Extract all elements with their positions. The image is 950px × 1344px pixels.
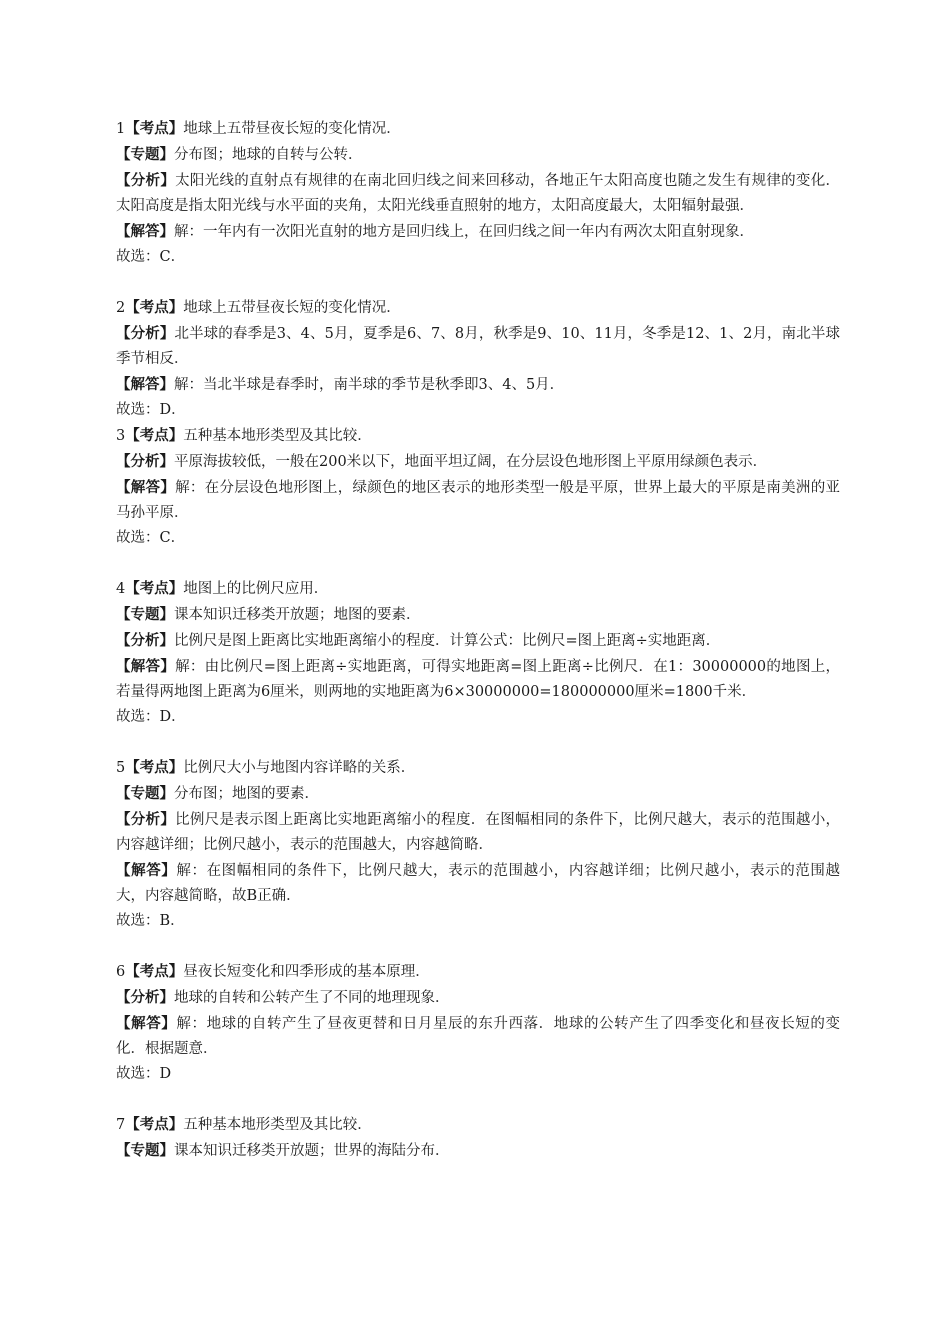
tag-jieda: 【解答】	[116, 223, 174, 240]
tag-zhuanti: 【专题】	[116, 606, 174, 623]
question-number: 5	[116, 760, 126, 776]
kaodian-line	[116, 1112, 840, 1138]
question-number: 4	[116, 581, 126, 597]
tag-jieda: 【解答】	[116, 658, 176, 675]
answer-line: 故选：D．	[116, 709, 186, 725]
fenxi-text: 北半球的春季是3、4、5月，夏季是6、7、8月，秋季是9、10、11月，冬季是12、1、2月，南北半球季节相反．	[116, 326, 840, 367]
answer-line: 故选：B．	[116, 913, 185, 929]
tag-jieda: 【解答】	[116, 479, 176, 496]
jieda-text: 解：地球的自转产生了昼夜更替和日月星辰的东升西落．地球的公转产生了四季变化和昼夜长短的变化．根据题意．	[116, 1016, 841, 1057]
tag-kaodian: 【考点】	[125, 120, 184, 137]
kaodian-text: 地球上五带昼夜长短的变化情况．	[183, 121, 401, 137]
question-7	[116, 1112, 840, 1164]
question-1	[116, 116, 840, 270]
tag-kaodian: 【考点】	[125, 580, 184, 597]
fenxi-line	[116, 168, 840, 219]
kaodian-line	[116, 295, 840, 321]
zhuanti-line	[116, 781, 840, 807]
fenxi-text: 太阳光线的直射点有规律的在南北回归线之间来回移动，各地正午太阳高度也随之发生有规律的变化．太阳高度是指太阳光线与水平面的夹角，太阳光线垂直照射的地方，太阳高度最大，太阳辐射最强．	[116, 173, 840, 214]
tag-fenxi: 【分析】	[116, 453, 174, 470]
question-number: 6	[116, 964, 126, 980]
kaodian-text: 地球上五带昼夜长短的变化情况．	[183, 300, 401, 316]
question-number: 3	[116, 428, 126, 444]
tag-jieda: 【解答】	[116, 376, 174, 393]
fenxi-line	[116, 321, 840, 372]
kaodian-line	[116, 755, 840, 781]
jieda-text: 解：在分层设色地形图上，绿颜色的地区表示的地形类型一般是平原，世界上最大的平原是南美洲的亚马孙平原．	[116, 480, 840, 521]
tag-zhuanti: 【专题】	[116, 785, 174, 802]
tag-kaodian: 【考点】	[125, 427, 184, 444]
fenxi-line	[116, 628, 840, 654]
zhuanti-line	[116, 1138, 840, 1164]
kaodian-text: 地图上的比例尺应用．	[183, 581, 329, 597]
tag-kaodian: 【考点】	[125, 299, 184, 316]
question-2	[116, 295, 840, 423]
question-6	[116, 959, 840, 1087]
kaodian-text: 五种基本地形类型及其比较．	[183, 428, 372, 444]
answer-line: 故选：D	[116, 1066, 172, 1082]
fenxi-line	[116, 807, 840, 858]
fenxi-line	[116, 449, 840, 475]
tag-zhuanti: 【专题】	[116, 146, 174, 163]
kaodian-line	[116, 116, 840, 142]
kaodian-line	[116, 576, 840, 602]
answer-line: 故选：C．	[116, 530, 186, 546]
tag-jieda: 【解答】	[116, 1015, 177, 1032]
zhuanti-text: 课本知识迁移类开放题；地图的要素．	[174, 607, 421, 623]
answer-line: 故选：C．	[116, 249, 186, 265]
jieda-line	[116, 1011, 840, 1062]
kaodian-text: 五种基本地形类型及其比较．	[183, 1117, 372, 1133]
jieda-text: 解：一年内有一次阳光直射的地方是回归线上，在回归线之间一年内有两次太阳直射现象．	[174, 224, 754, 240]
zhuanti-line	[116, 142, 840, 168]
tag-kaodian: 【考点】	[125, 963, 184, 980]
kaodian-text: 昼夜长短变化和四季形成的基本原理．	[183, 964, 430, 980]
answer-line: 故选：D．	[116, 402, 186, 418]
zhuanti-text: 课本知识迁移类开放题；世界的海陆分布．	[174, 1143, 450, 1159]
zhuanti-text: 分布图；地球的自转与公转．	[174, 147, 363, 163]
jieda-text: 解：在图幅相同的条件下，比例尺越大，表示的范围越小，内容越详细；比例尺越小，表示的范围越大，内容越简略，故B正确．	[116, 863, 841, 904]
fenxi-text: 地球的自转和公转产生了不同的地理现象．	[174, 990, 450, 1006]
question-number: 7	[116, 1117, 126, 1133]
tag-kaodian: 【考点】	[125, 759, 184, 776]
tag-jieda: 【解答】	[116, 862, 177, 879]
document-body	[116, 116, 840, 1164]
kaodian-line	[116, 423, 840, 449]
kaodian-text: 比例尺大小与地图内容详略的关系．	[183, 760, 416, 776]
kaodian-line	[116, 959, 840, 985]
zhuanti-line	[116, 602, 840, 628]
fenxi-text: 平原海拔较低，一般在200米以下，地面平坦辽阔，在分层设色地形图上平原用绿颜色表示．	[174, 454, 768, 470]
tag-fenxi: 【分析】	[116, 989, 174, 1006]
jieda-line	[116, 219, 840, 245]
tag-fenxi: 【分析】	[116, 325, 175, 342]
zhuanti-text: 分布图；地图的要素．	[174, 786, 319, 802]
fenxi-line	[116, 985, 840, 1011]
tag-fenxi: 【分析】	[116, 172, 176, 189]
jieda-line	[116, 475, 840, 526]
jieda-text: 解：当北半球是春季时，南半球的季节是秋季即3、4、5月．	[174, 377, 565, 393]
tag-kaodian: 【考点】	[125, 1116, 184, 1133]
tag-fenxi: 【分析】	[116, 811, 176, 828]
jieda-line	[116, 858, 840, 909]
tag-fenxi: 【分析】	[116, 632, 174, 649]
jieda-text: 解：由比例尺=图上距离÷实地距离，可得实地距离=图上距离÷比例尺．在1：30000000的地图上，若量得两地图上距离为6厘米，则两地的实地距离为6×30000000=180000000厘米=1800千米．	[116, 659, 841, 700]
question-4	[116, 576, 840, 730]
question-number: 1	[116, 121, 126, 137]
question-number: 2	[116, 300, 126, 316]
question-5	[116, 755, 840, 934]
question-3	[116, 423, 840, 551]
jieda-line	[116, 372, 840, 398]
jieda-line	[116, 654, 840, 705]
fenxi-text: 比例尺是表示图上距离比实地距离缩小的程度．在图幅相同的条件下，比例尺越大，表示的范围越小，内容越详细；比例尺越小，表示的范围越大，内容越简略．	[116, 812, 840, 853]
fenxi-text: 比例尺是图上距离比实地距离缩小的程度．计算公式：比例尺=图上距离÷实地距离．	[174, 633, 721, 649]
tag-zhuanti: 【专题】	[116, 1142, 174, 1159]
